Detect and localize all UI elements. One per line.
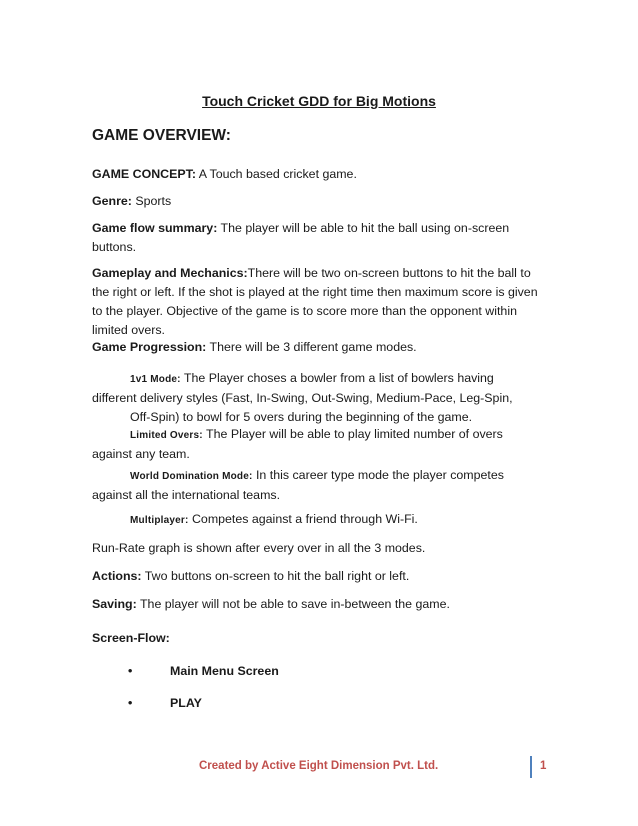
section-heading-overview: GAME OVERVIEW:: [92, 127, 231, 144]
page-footer: [0, 760, 638, 780]
mode-1v1-label: 1v1 Mode:: [130, 374, 181, 385]
mode-1v1-text-3: Off-Spin) to bowl for 5 overs during the beginning of the game.: [130, 410, 473, 424]
mechanics-text-3: to the player. Objective of the game is to score more than the opponent within: [92, 304, 517, 318]
document-title: Touch Cricket GDD for Big Motions: [202, 93, 436, 109]
runrate-paragraph: Run-Rate graph is shown after every over in all the 3 modes.: [92, 541, 426, 555]
page-number: 1: [540, 760, 547, 772]
mechanics-paragraph: [92, 264, 552, 340]
mode-limited-text-1: The Player will be able to play limited number of overs: [202, 427, 503, 441]
mechanics-text-2: the right or left. If the shot is played at the right time then maximum score is given: [92, 285, 538, 299]
bullet-icon: •: [128, 696, 133, 710]
footer-credit: Created by Active Eight Dimension Pvt. Ltd.: [199, 760, 439, 772]
progression-label: Game Progression:: [92, 340, 207, 354]
saving-label: Saving:: [92, 597, 137, 611]
bullet-text: PLAY: [170, 696, 202, 710]
mode-multi-paragraph: [92, 510, 552, 530]
mode-world-paragraph: [92, 466, 552, 505]
mode-world-text-1: In this career type mode the player competes: [252, 468, 504, 482]
concept-label: GAME CONCEPT:: [92, 167, 196, 181]
concept-text: A Touch based cricket game.: [195, 167, 357, 181]
genre-paragraph: [92, 192, 552, 211]
actions-label: Actions:: [92, 569, 142, 583]
actions-text: Two buttons on-screen to hit the ball right or left.: [141, 569, 410, 583]
mode-1v1-text-2: different delivery styles (Fast, In-Swing, Out-Swing, Medium-Pace, Leg-Spin,: [92, 391, 513, 405]
mode-multi-label: Multiplayer:: [130, 515, 189, 526]
mode-multi-text: Competes against a friend through Wi-Fi.: [188, 512, 418, 526]
flow-paragraph: [92, 219, 552, 257]
mechanics-label: Gameplay and Mechanics:: [92, 266, 248, 280]
progression-paragraph: [92, 338, 552, 357]
bullet-item: [128, 696, 202, 710]
mode-world-label: World Domination Mode:: [130, 471, 253, 482]
footer-divider: [530, 756, 532, 778]
mode-limited-paragraph: [92, 425, 552, 464]
flow-text-1: The player will be able to hit the ball using on-screen: [217, 221, 510, 235]
flow-text-2: buttons.: [92, 240, 137, 254]
screenflow-heading: Screen-Flow:: [92, 631, 170, 645]
bullet-icon: •: [128, 664, 133, 678]
saving-paragraph: [92, 595, 552, 614]
progression-text: There will be 3 different game modes.: [206, 340, 417, 354]
mechanics-text-4: limited overs.: [92, 323, 165, 337]
actions-paragraph: [92, 567, 552, 586]
mode-limited-text-2: against any team.: [92, 447, 190, 461]
genre-label: Genre:: [92, 194, 132, 208]
concept-paragraph: [92, 165, 552, 184]
mode-world-text-2: against all the international teams.: [92, 488, 281, 502]
bullet-text: Main Menu Screen: [170, 664, 279, 678]
mode-1v1-paragraph: [92, 369, 552, 427]
flow-label: Game flow summary:: [92, 221, 218, 235]
mechanics-text-1: There will be two on-screen buttons to hit the ball to: [247, 266, 531, 280]
bullet-item: [128, 664, 279, 678]
saving-text: The player will not be able to save in-between the game.: [136, 597, 450, 611]
mode-1v1-text-1: The Player choses a bowler from a list of bowlers having: [180, 371, 494, 385]
genre-text: Sports: [131, 194, 172, 208]
mode-limited-label: Limited Overs:: [130, 430, 203, 441]
